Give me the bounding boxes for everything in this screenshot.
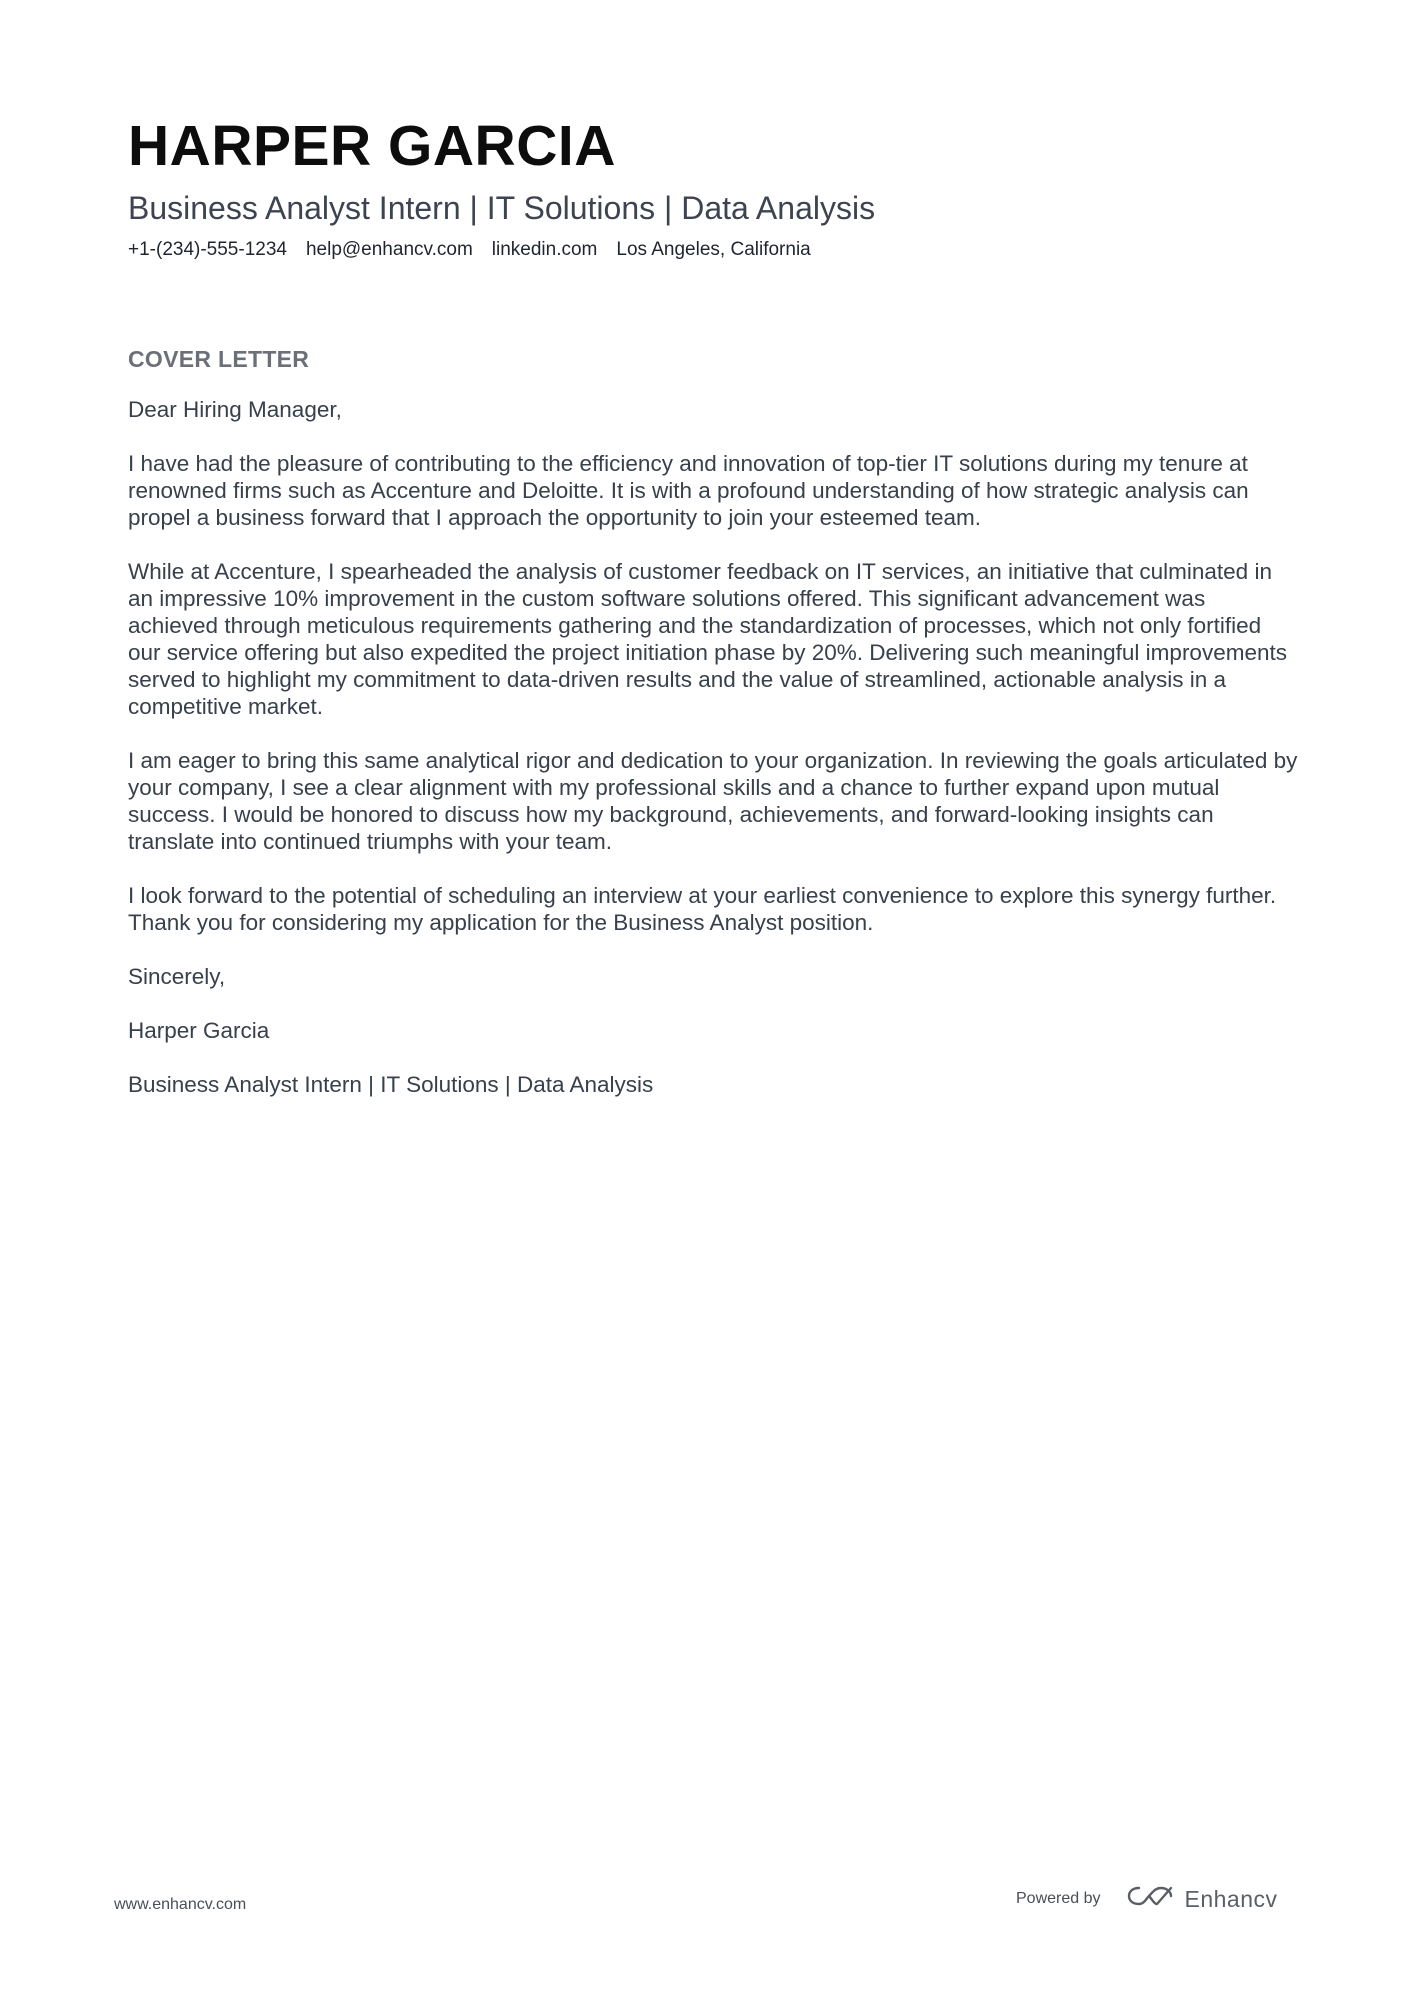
paragraph-4: I look forward to the potential of scheduling an interview at your earliest convenience to explore this synergy further. Thank you for considering my application for the Business Analyst position. [128, 883, 1277, 935]
signature-title: Business Analyst Intern | IT Solutions | Data Analysis [128, 1072, 654, 1097]
contact-phone: +1-(234)-555-1234 [128, 239, 287, 260]
signature-name: Harper Garcia [128, 1018, 270, 1043]
footer-branding [1016, 1884, 1278, 1913]
enhancv-logo-icon [1127, 1884, 1173, 1913]
salutation: Dear Hiring Manager, [128, 397, 342, 422]
footer-website[interactable]: www.enhancv.com [114, 1896, 247, 1913]
paragraph-1: I have had the pleasure of contributing to the efficiency and innovation of top-tier IT solutions during my tenure at renowned firms such as Accenture and Deloitte. It is with a profound understanding of how strategic analysis can propel a business forward that I approach the opportunity to join your esteemed team. [128, 451, 1249, 530]
closing: Sincerely, [128, 964, 226, 989]
contact-location: Los Angeles, California [616, 239, 811, 260]
section-title: COVER LETTER [128, 346, 310, 372]
paragraph-2: While at Accenture, I spearheaded the analysis of customer feedback on IT services, an initiative that culminated in an impressive 10% improvement in the custom software solutions offered. This significant advancement was achieved through meticulous requirements gathering and the standardization of processes, which not only fortified our service offering but also expedited the project initiation phase by 20%. Delivering such meaningful improvements served to highlight my commitment to data-driven results and the value of streamlined, actionable analysis in a competitive market. [128, 559, 1287, 719]
powered-by-label: Powered by [1016, 1889, 1101, 1907]
paragraph-3: I am eager to bring this same analytical rigor and dedication to your organization. In reviewing the goals articulated by your company, I see a clear alignment with my professional skills and a chance to further expand upon mutual success. I would be honored to discuss how my background, achievements, and forward-looking insights can translate into continued triumphs with your team. [128, 748, 1298, 854]
letter-header [128, 112, 1288, 262]
contact-email[interactable]: help@enhancv.com [305, 239, 473, 260]
applicant-name: HARPER GARCIA [128, 114, 616, 178]
letter-body [128, 344, 1298, 1098]
brand-name: Enhancv [1184, 1885, 1278, 1912]
contact-linkedin[interactable]: linkedin.com [491, 239, 598, 260]
brand-logo[interactable] [1127, 1884, 1278, 1913]
contact-info [128, 238, 1288, 262]
applicant-headline: Business Analyst Intern | IT Solutions | Data Analysis [128, 190, 876, 226]
